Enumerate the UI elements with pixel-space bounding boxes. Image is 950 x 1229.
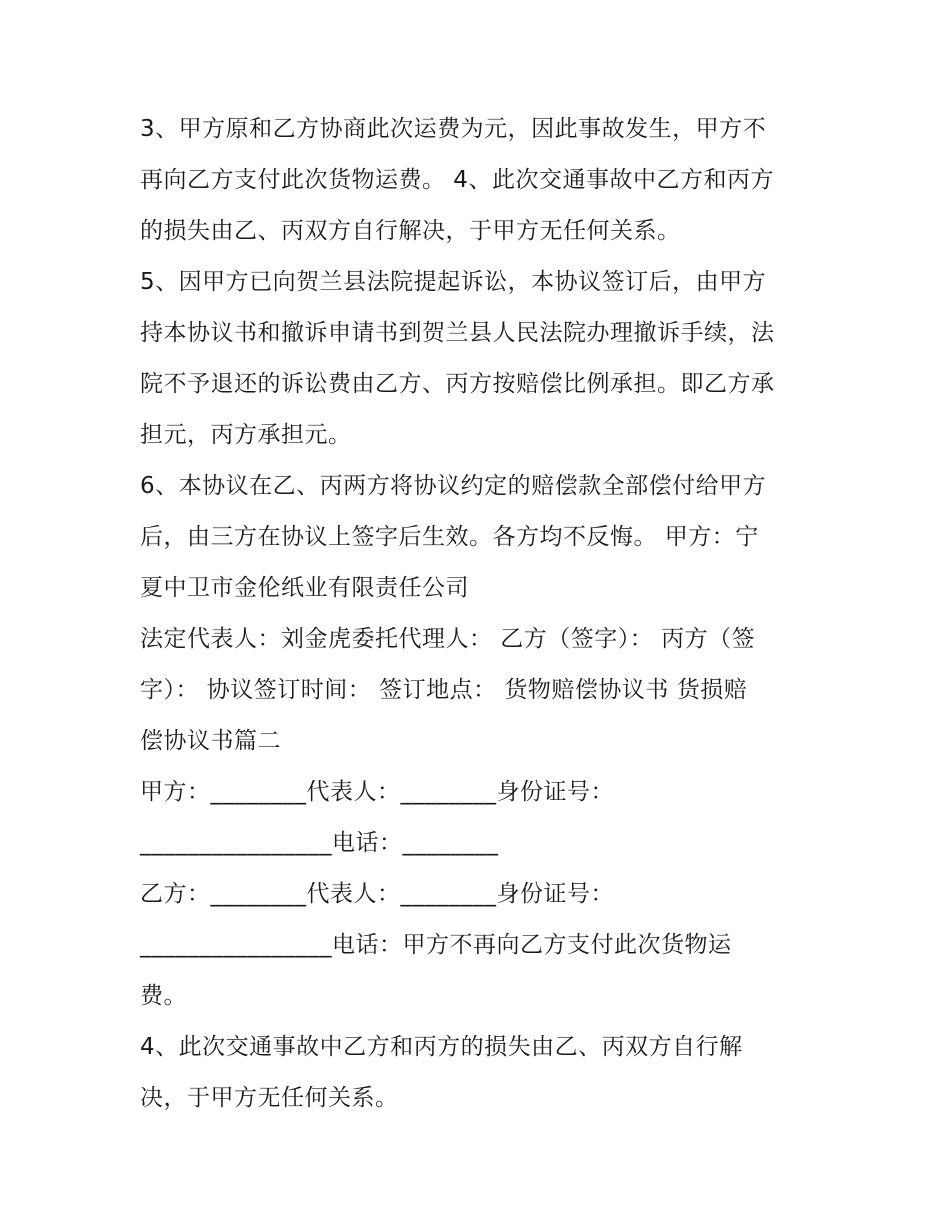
text-line: 的损失由乙、丙双方自行解决，于甲方无任何关系。 (140, 218, 681, 244)
text-line: 再向乙方支付此次货物运费。 4、此次交通事故中乙方和丙方 (140, 167, 774, 193)
text-line: 6、本协议在乙、丙两方将协议约定的赔偿款全部偿付给甲方 (140, 473, 767, 499)
document-body (140, 104, 820, 1124)
text-line: 夏中卫市金伦纸业有限责任公司 (140, 575, 469, 601)
text-line: 甲方：________代表人：________身份证号： (140, 779, 614, 805)
text-line: 字）： 协议签订时间： 签订地点： 货物赔偿协议书 货损赔 (140, 677, 748, 703)
text-line: ________________电话：甲方不再向乙方支付此次货物运 (140, 932, 732, 958)
text-line: 偿协议书篇二 (140, 728, 281, 754)
text-line: 费。 (140, 983, 187, 1009)
text-line: 担元，丙方承担元。 (140, 422, 352, 448)
text-line: 3、甲方原和乙方协商此次运费为元，因此事故发生，甲方不 (140, 116, 767, 142)
text-line: 4、此次交通事故中乙方和丙方的损失由乙、丙双方自行解 (140, 1034, 743, 1060)
text-line: 院不予退还的诉讼费由乙方、丙方按赔偿比例承担。即乙方承 (140, 371, 775, 397)
text-line: 法定代表人：刘金虎委托代理人： 乙方（签字）： 丙方（签 (140, 626, 756, 652)
text-line: 决，于甲方无任何关系。 (140, 1085, 399, 1111)
text-line: 5、因甲方已向贺兰县法院提起诉讼，本协议签订后，由甲方 (140, 269, 767, 295)
text-line: 后，由三方在协议上签字后生效。各方均不反悔。 甲方：宁 (140, 524, 759, 550)
text-line: ________________电话：________ (140, 830, 499, 856)
text-line: 乙方：________代表人：________身份证号： (140, 881, 614, 907)
text-line: 持本协议书和撤诉申请书到贺兰县人民法院办理撤诉手续，法 (140, 320, 775, 346)
